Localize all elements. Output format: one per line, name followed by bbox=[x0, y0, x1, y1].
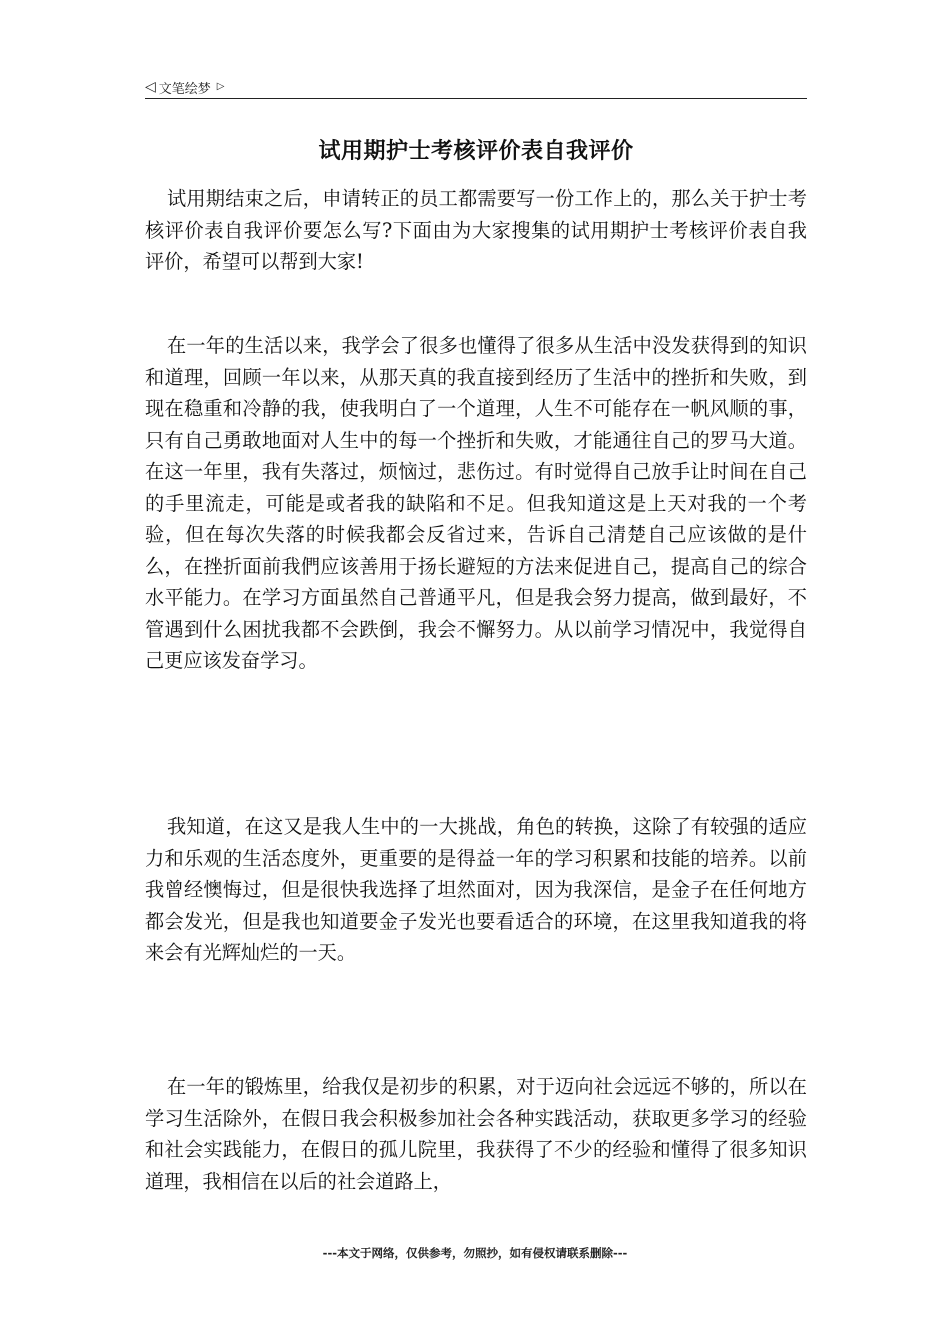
paragraph-challenge: 我知道，在这又是我人生中的一大挑战，角色的转换，这除了有较强的适应力和乐观的生活态度外，更重要的是得益一年的学习积累和技能的培养。以前我曾经懊悔过，但是很快我选择了坦然面对，因为我深信，是金子在任何地方都会发光，但是我也知道要金子发光也要看适合的环境，在这里我知道我的将来会有光辉灿烂的一天。 bbox=[145, 815, 807, 964]
page-header bbox=[145, 76, 807, 99]
paragraph-intro: 试用期结束之后，申请转正的员工都需要写一份工作上的，那么关于护士考核评价表自我评价要怎么写?下面由为大家搜集的试用期护士考核评价表自我评价，希望可以帮到大家! bbox=[145, 187, 807, 273]
paragraph-reflection: 在一年的生活以来，我学会了很多也懂得了很多从生活中没发获得到的知识和道理，回顾一年以来，从那天真的我直接到经历了生活中的挫折和失败，到现在稳重和冷静的我，使我明白了一个道理，人生不可能存在一帆风顺的事，只有自己勇敢地面对人生中的每一个挫折和失败，才能通往自己的罗马大道。在这一年里，我有失落过，烦恼过，悲伤过。有时觉得自己放手让时间在自己的手里流走，可能是或者我的缺陷和不足。但我知道这是上天对我的一个考验，但在每次失落的时候我都会反省过来，告诉自己清楚自己应该做的是什么，在挫折面前我們应该善用于扬长避短的方法来促进自己，提高自己的综合水平能力。在学习方面虽然自己普通平凡，但是我会努力提高，做到最好，不管遇到什么困扰我都不会跌倒，我会不懈努力。从以前学习情况中，我觉得自己更应该发奋学习。 bbox=[145, 334, 807, 672]
right-triangle-icon: ▷ bbox=[216, 81, 225, 92]
paragraph-practice: 在一年的锻炼里，给我仅是初步的积累，对于迈向社会远远不够的，所以在学习生活除外，在假日我会积极参加社会各种实践活动，获取更多学习的经验和社会实践能力，在假日的孤儿院里，我获得了不少的经验和懂得了很多知识道理，我相信在以后的社会道路上， bbox=[145, 1075, 807, 1193]
document-title: 试用期护士考核评价表自我评价 bbox=[318, 139, 634, 164]
disclaimer-footer: ---本文于网络，仅供参考，勿照抄，如有侵权请联系删除--- bbox=[322, 1246, 628, 1260]
brand-name: 文笔绘梦 bbox=[158, 81, 211, 97]
left-triangle-icon: ◁ bbox=[145, 79, 156, 95]
